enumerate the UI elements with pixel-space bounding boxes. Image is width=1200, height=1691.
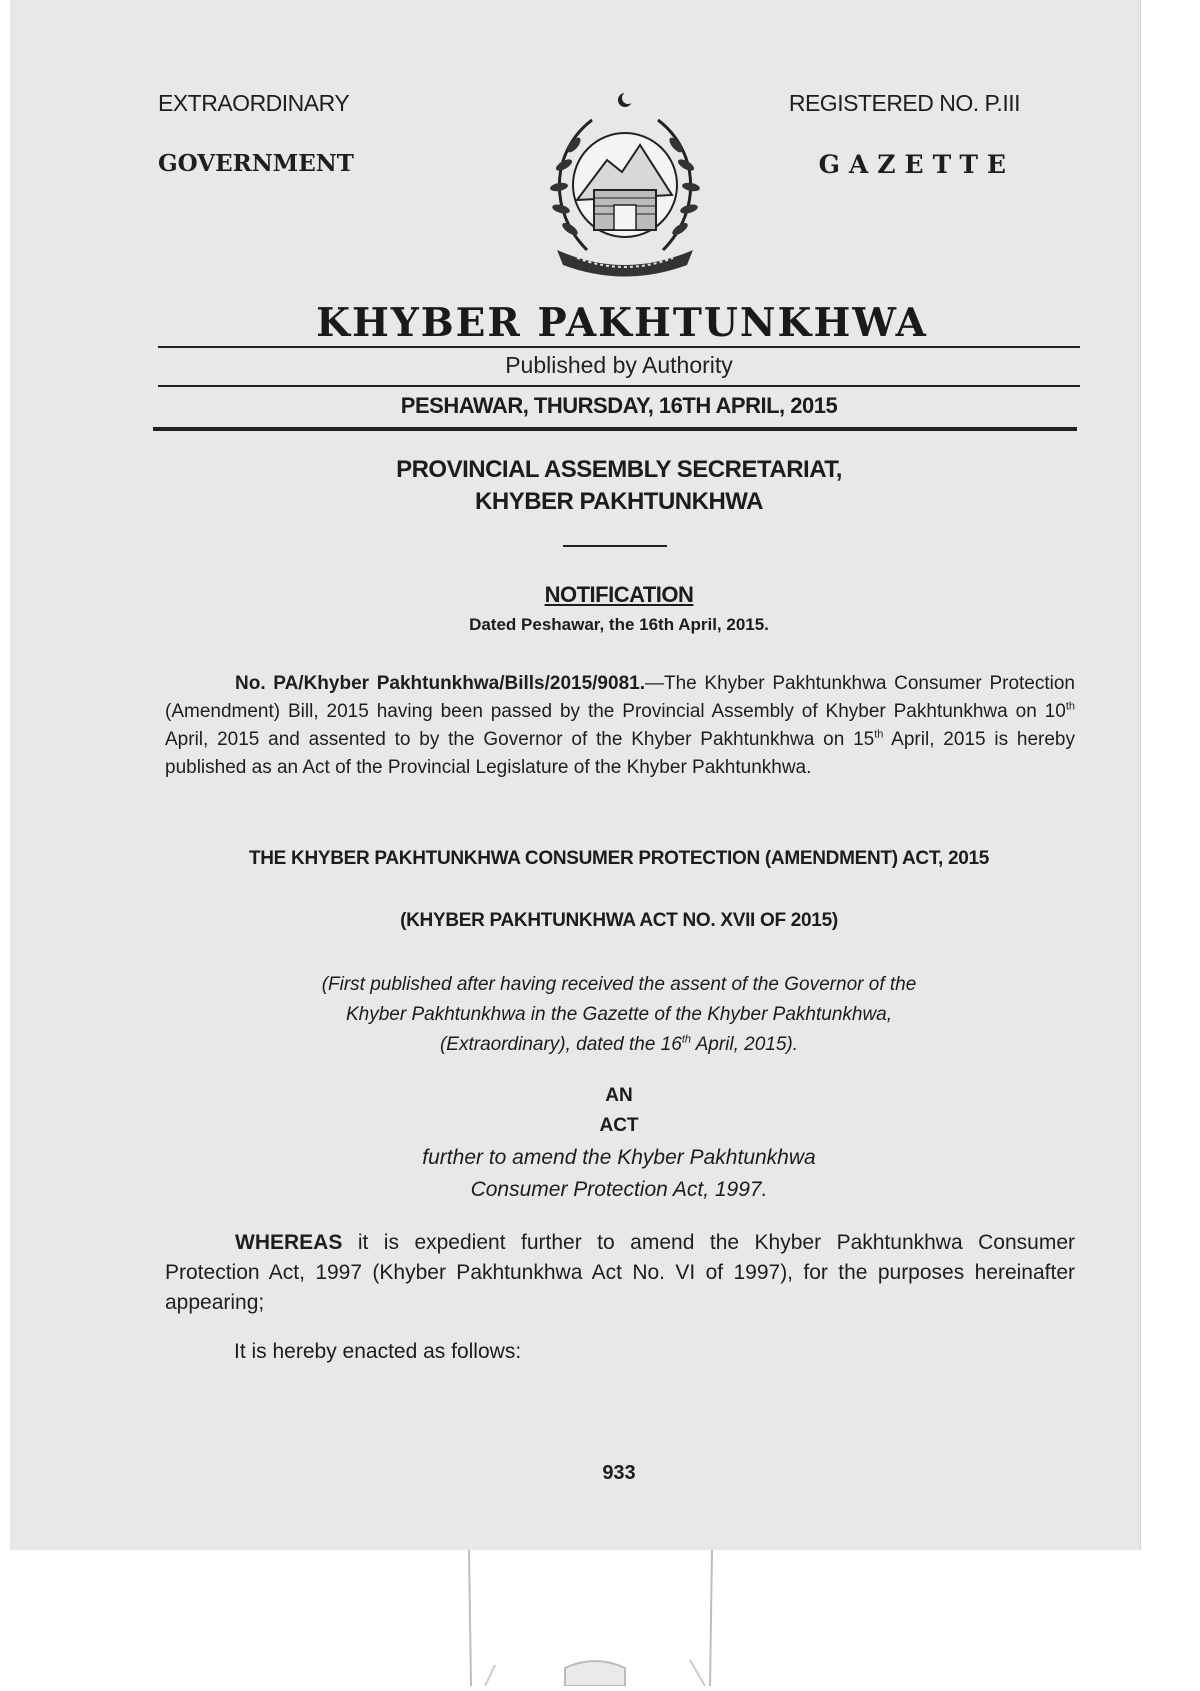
masthead-rule-1	[158, 346, 1080, 348]
enacted-clause: It is hereby enacted as follows:	[234, 1340, 522, 1363]
act-purpose-line-1: further to amend the Khyber Pakhtunkhwa	[422, 1146, 816, 1169]
notification-body-part-3: April, 2015 is hereby published as an Act of the Provincial Legislature of the Khyber Pakhtunkhwa.	[165, 729, 1075, 778]
act-purpose-line-2: Consumer Protection Act, 1997.	[470, 1178, 768, 1201]
provincial-emblem-icon	[532, 90, 718, 282]
notification-body	[165, 670, 1075, 782]
office-divider	[563, 545, 667, 547]
extraordinary-label: EXTRAORDINARY	[158, 90, 350, 116]
binding-clip	[465, 1550, 725, 1686]
first-published-line-3b: April, 2015).	[691, 1034, 799, 1055]
masthead-rule-2	[158, 385, 1080, 387]
first-published-line-1: (First published after having received the assent of the Governor of the	[321, 974, 917, 995]
first-published-line-2: Khyber Pakhtunkhwa in the Gazette of the Khyber Pakhtunkhwa,	[345, 1004, 893, 1025]
sup-3: th	[681, 1033, 692, 1046]
sup-1: th	[1065, 700, 1075, 713]
notification-dated: Dated Peshawar, the 16th April, 2015.	[469, 615, 769, 634]
act-title: THE KHYBER PAKHTUNKHWA CONSUMER PROTECTION (AMENDMENT) ACT, 2015	[248, 848, 990, 869]
notification-heading	[158, 582, 1080, 608]
page-number: 933	[602, 1462, 636, 1484]
whereas-paragraph	[165, 1228, 1075, 1318]
act-purpose	[158, 1142, 1080, 1206]
notification-body-part-1: —The Khyber Pakhtunkhwa Consumer Protection (Amendment) Bill, 2015 having been passed by the Provincial Assembly of Khyber Pakhtunkhwa on 10	[165, 673, 1075, 722]
first-published-note	[158, 970, 1080, 1060]
masthead-title: KHYBER PAKHTUNKHWA	[316, 300, 928, 346]
notification-number: No. PA/Khyber Pakhtunkhwa/Bills/2015/9081.	[235, 673, 645, 694]
notification-heading-text: NOTIFICATION	[544, 582, 694, 607]
gazette-page	[10, 0, 1140, 1550]
published-by-authority: Published by Authority	[505, 352, 733, 378]
government-label: GOVERNMENT	[158, 150, 354, 177]
whereas-text: it is expedient further to amend the Khyber Pakhtunkhwa Consumer Protection Act, 1997 (Khyber Pakhtunkhwa Act No. VI of 1997), for the purposes hereinafter appearing;	[165, 1231, 1075, 1314]
an-label: AN	[605, 1085, 633, 1106]
sup-2: th	[874, 728, 884, 741]
office-line-1: PROVINCIAL ASSEMBLY SECRETARIAT,	[396, 456, 842, 483]
notification-body-part-2: April, 2015 and assented to by the Governor of the Khyber Pakhtunkhwa on 15	[165, 729, 875, 750]
first-published-line-3	[158, 1030, 1080, 1060]
first-published-line-3a: (Extraordinary), dated the 16	[439, 1034, 682, 1055]
registered-number: REGISTERED NO. P.III	[788, 90, 1020, 116]
office-line-2: KHYBER PAKHTUNKHWA	[475, 488, 763, 515]
masthead-rule-3	[153, 427, 1077, 431]
act-number: (KHYBER PAKHTUNKHWA ACT NO. XVII OF 2015)	[400, 910, 838, 931]
whereas-label: WHEREAS	[235, 1231, 343, 1254]
date-line: PESHAWAR, THURSDAY, 16TH APRIL, 2015	[400, 393, 838, 418]
act-label: ACT	[599, 1115, 639, 1136]
gazette-label: GAZETTE	[818, 150, 1015, 179]
